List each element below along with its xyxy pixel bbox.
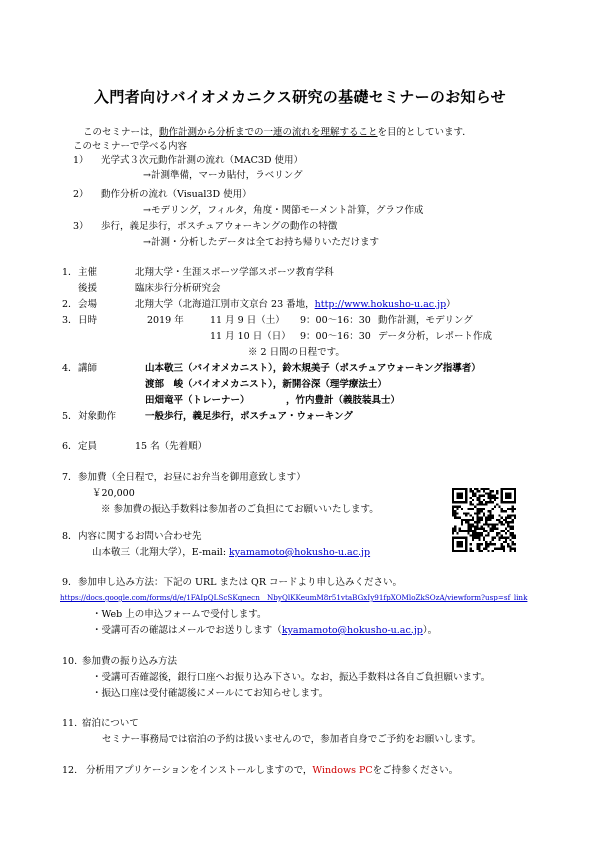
s9-email-link[interactable]: kyamamoto@hokusho-u.ac.jp bbox=[281, 625, 423, 636]
s2-close: ） bbox=[446, 299, 456, 310]
s3-day1-date: 11 月 9 日（土） bbox=[210, 315, 285, 326]
s9-num: 9． bbox=[62, 577, 78, 588]
fee-note: ※ 参加費の振込手数料は参加者のご負担にてお願いいたします。 bbox=[101, 504, 379, 515]
s1-value: 北翔大学・生涯スポーツ学部スポーツ教育学科 bbox=[135, 267, 334, 278]
s9-bullet-2-close: ）。 bbox=[422, 625, 438, 636]
intro-post: を目的としています． bbox=[377, 127, 472, 138]
s11-body: セミナー事務局では宿泊の予約は扱いませんので，参加者自身でご予約をお願いします。 bbox=[102, 734, 482, 745]
page-title: 入門者向けバイオメカニクス研究の基礎セミナーのお知らせ bbox=[94, 88, 506, 106]
lecturer-line-3a: 田畑竜平（トレーナー） bbox=[145, 395, 250, 406]
intro-underlined: 動作計測から分析までの一連の流れを理解すること bbox=[159, 127, 378, 138]
s9-bullet-1: ・Web 上の申込フォームで受付します。 bbox=[92, 609, 267, 620]
s2-label: 会場 bbox=[78, 299, 98, 310]
s9-bullet-2-text: ・受講可否の確認はメールでお送りします（ bbox=[92, 625, 282, 636]
s1-num: 1． bbox=[62, 267, 78, 278]
form-url-link[interactable]: https://docs.google.com/forms/d/e/1FAIpQLScSKqnecn__NbyQlKKeumM8r51vtaBGxIy91fpXOMloZkSOzA/viewform?usp=sf_link bbox=[60, 593, 528, 602]
lecturer-line-1: 山本敬三（バイオメカニスト），鈴木規美子（ポスチュアウォーキング指導者） bbox=[145, 363, 481, 374]
s9-text: 参加申し込み方法：下記の URL または QR コードより申し込みください。 bbox=[78, 577, 402, 588]
content-num-1: 1） bbox=[73, 155, 89, 166]
s12-pre: 分析用アプリケーションをインストールしますので， bbox=[86, 765, 313, 776]
s5-num: 5． bbox=[62, 411, 78, 422]
s10-bullet-1: ・受講可否確認後，銀行口座へお振り込み下さい。なお，振込手数料は各自ご負担願います。 bbox=[92, 672, 491, 683]
s4-label: 講師 bbox=[78, 363, 98, 374]
contact-line bbox=[92, 547, 370, 558]
s10-text: 参加費の振り込み方法 bbox=[82, 656, 178, 667]
contact-name: 山本敬三（北翔大学），E-mail: bbox=[92, 547, 230, 558]
s10-bullet-2: ・振込口座は受付確認後にメールにてお知らせします。 bbox=[92, 688, 329, 699]
intro-line bbox=[83, 127, 472, 138]
s3-day1-desc: 動作計測，モデリング bbox=[378, 315, 473, 326]
content-sub-1: →計測準備，マーカ貼付，ラベリング bbox=[143, 170, 303, 181]
s3-label: 日時 bbox=[78, 315, 98, 326]
qr-code-graphic bbox=[452, 488, 516, 552]
s2-value: 北翔大学（北海道江別市文京台 23 番地， bbox=[135, 299, 315, 310]
content-text-1: 光学式３次元動作計測の流れ（MAC3D 使用） bbox=[101, 155, 304, 166]
s6-num: 6． bbox=[62, 441, 78, 452]
s4-num: 4． bbox=[62, 363, 78, 374]
content-sub-3: →計測・分析したデータは全てお持ち帰りいただけます bbox=[143, 237, 379, 248]
s11-num: 11. bbox=[62, 718, 78, 729]
s7-text: 参加費（全日程で，お昼にお弁当を御用意致します） bbox=[78, 472, 306, 483]
contact-email-link[interactable]: kyamamoto@hokusho-u.ac.jp bbox=[229, 547, 371, 558]
s10-num: 10. bbox=[62, 656, 78, 667]
lecturer-line-2: 渡部 峻（バイオメカニスト），新開谷深（理学療法士） bbox=[145, 379, 387, 390]
content-sub-2: →モデリング，フィルタ，角度・関節モーメント計算，グラフ作成 bbox=[143, 205, 424, 216]
s1-label: 主催 bbox=[78, 267, 98, 278]
learn-heading: このセミナーで学べる内容 bbox=[73, 141, 188, 152]
s12-post: をご持参ください。 bbox=[372, 765, 459, 776]
s3-num: 3． bbox=[62, 315, 78, 326]
content-num-2: 2） bbox=[73, 189, 89, 200]
s5-label: 対象動作 bbox=[78, 411, 117, 422]
s3-day2-time: 9：00～16：30 bbox=[300, 331, 371, 342]
s2-num: 2． bbox=[62, 299, 78, 310]
s6-value: 15 名（先着順） bbox=[135, 441, 208, 452]
s8-text: 内容に関するお問い合わせ先 bbox=[78, 531, 202, 542]
s12-num: 12. bbox=[62, 765, 78, 776]
form-url[interactable] bbox=[60, 594, 527, 603]
content-num-3: 3） bbox=[73, 221, 89, 232]
s12-windows-pc: Windows PC bbox=[312, 765, 373, 776]
s3-year: 2019 年 bbox=[147, 315, 184, 326]
fee-amount: ￥20,000 bbox=[92, 488, 135, 499]
s6-label: 定員 bbox=[78, 441, 98, 452]
s3-day1-time: 9：00～16：30 bbox=[300, 315, 371, 326]
s1-value2: 臨床歩行分析研究会 bbox=[135, 283, 221, 294]
intro-pre: このセミナーは， bbox=[83, 127, 160, 138]
s3-day2-desc: データ分析，レポート作成 bbox=[378, 331, 493, 342]
website-link[interactable]: http://www.hokusho-u.ac.jp bbox=[314, 299, 447, 310]
s7-num: 7． bbox=[62, 472, 78, 483]
s1-label2: 後援 bbox=[78, 283, 98, 294]
s9-bullet-2 bbox=[92, 625, 437, 636]
s12-line bbox=[86, 765, 458, 776]
content-text-2: 動作分析の流れ（Visual3D 使用） bbox=[101, 189, 252, 200]
s2-venue bbox=[135, 299, 456, 310]
lecturer-line-3b: ，竹内豊計（義肢装具士） bbox=[286, 395, 401, 406]
s11-text: 宿泊について bbox=[82, 718, 139, 729]
content-text-3: 歩行，義足歩行，ポスチュアウォーキングの動作の特徴 bbox=[101, 221, 338, 232]
s3-day2-date: 11 月 10 日（日） bbox=[210, 331, 291, 342]
qr-code-icon[interactable] bbox=[452, 488, 516, 552]
s5-value: 一般歩行，義足歩行，ポスチュア・ウォーキング bbox=[145, 411, 353, 422]
s8-num: 8． bbox=[62, 531, 78, 542]
s3-note: ※ 2 日間の日程です。 bbox=[248, 347, 345, 358]
